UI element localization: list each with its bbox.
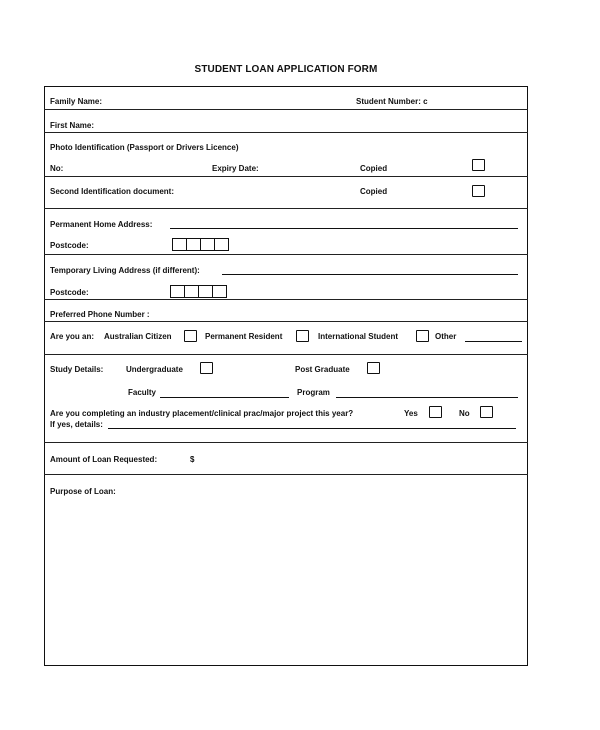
program-label: Program	[297, 388, 330, 397]
permanent-resident-checkbox[interactable]	[296, 330, 309, 342]
loan-amount-label: Amount of Loan Requested:	[50, 455, 158, 464]
family-name-label: Family Name:	[50, 97, 103, 106]
currency-symbol: $	[190, 455, 195, 464]
divider	[44, 208, 528, 209]
undergraduate-label: Undergraduate	[126, 365, 183, 374]
permanent-resident-label: Permanent Resident	[205, 332, 283, 341]
divider	[44, 354, 528, 355]
details-field[interactable]	[108, 428, 516, 429]
temporary-postcode-field[interactable]	[171, 285, 227, 298]
other-field[interactable]	[465, 341, 522, 342]
permanent-address-field[interactable]	[170, 228, 518, 229]
postcode-label: Postcode:	[50, 288, 89, 297]
no-label: No	[459, 409, 470, 418]
post-graduate-label: Post Graduate	[295, 365, 350, 374]
permanent-postcode-field[interactable]	[173, 238, 229, 251]
photo-id-label: Photo Identification (Passport or Drivers Licence)	[50, 143, 239, 152]
divider	[44, 442, 528, 443]
australian-citizen-label: Australian Citizen	[104, 332, 172, 341]
form-title: STUDENT LOAN APPLICATION FORM	[194, 64, 378, 75]
photo-id-copied-checkbox[interactable]	[472, 159, 485, 171]
loan-purpose-field[interactable]	[46, 500, 526, 664]
if-yes-details-label: If yes, details:	[50, 420, 103, 429]
placement-question: Are you completing an industry placement/clinical prac/major project this year?	[50, 409, 354, 418]
second-id-copied-checkbox[interactable]	[472, 185, 485, 197]
post-graduate-checkbox[interactable]	[367, 362, 380, 374]
divider	[44, 474, 528, 475]
study-details-label: Study Details:	[50, 365, 104, 374]
residency-label: Are you an:	[50, 332, 95, 341]
program-field[interactable]	[336, 397, 518, 398]
loan-purpose-label: Purpose of Loan:	[50, 487, 116, 496]
placement-yes-checkbox[interactable]	[429, 406, 442, 418]
faculty-field[interactable]	[160, 397, 289, 398]
other-label: Other	[435, 332, 457, 341]
international-student-label: International Student	[318, 332, 398, 341]
phone-label: Preferred Phone Number :	[50, 310, 150, 319]
yes-label: Yes	[404, 409, 418, 418]
undergraduate-checkbox[interactable]	[200, 362, 213, 374]
student-number-label: Student Number: c	[356, 97, 428, 106]
first-name-label: First Name:	[50, 121, 95, 130]
second-id-label: Second Identification document:	[50, 187, 175, 196]
id-number-label: No:	[50, 164, 64, 173]
divider	[44, 299, 528, 300]
copied-label: Copied	[360, 187, 388, 196]
postcode-label: Postcode:	[50, 241, 89, 250]
divider	[44, 109, 528, 110]
expiry-date-label: Expiry Date:	[212, 164, 259, 173]
copied-label: Copied	[360, 164, 388, 173]
permanent-address-label: Permanent Home Address:	[50, 220, 153, 229]
divider	[44, 132, 528, 133]
temporary-address-field[interactable]	[222, 274, 518, 275]
divider	[44, 254, 528, 255]
divider	[44, 321, 528, 322]
temporary-address-label: Temporary Living Address (if different):	[50, 266, 200, 275]
faculty-label: Faculty	[128, 388, 157, 397]
placement-no-checkbox[interactable]	[480, 406, 493, 418]
international-student-checkbox[interactable]	[416, 330, 429, 342]
divider	[44, 176, 528, 177]
australian-citizen-checkbox[interactable]	[184, 330, 197, 342]
